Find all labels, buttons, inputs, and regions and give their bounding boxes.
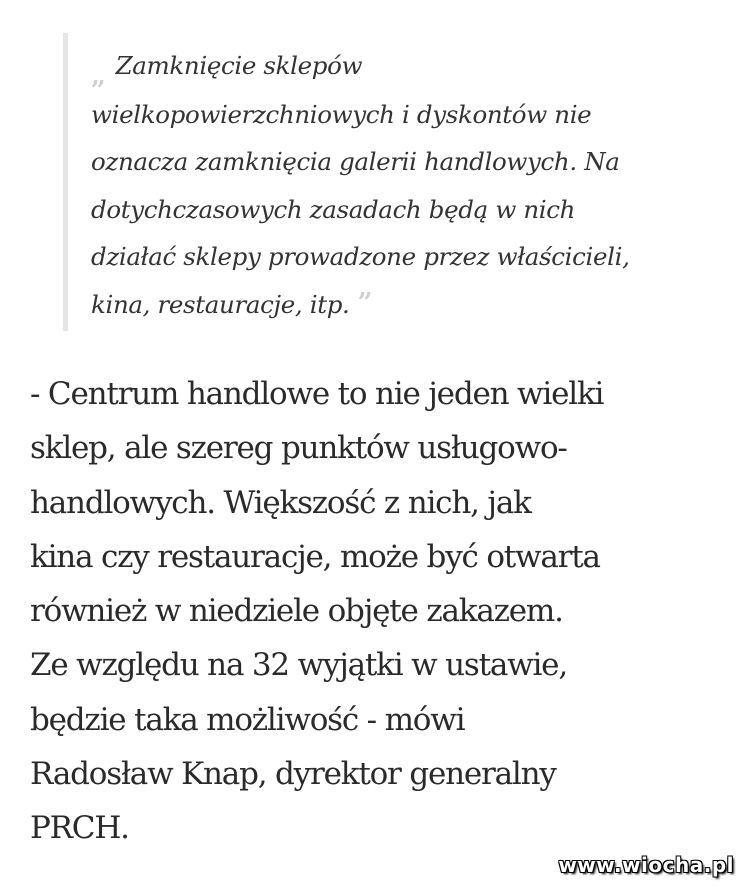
article-line: - Centrum handlowe to nie jeden wielki (30, 376, 604, 412)
article-line: będzie taka możliwość - mówi (30, 701, 465, 738)
article-paragraph (30, 367, 735, 856)
quote-line: „ Zamknięcie sklepów (91, 51, 363, 91)
pull-quote (63, 33, 728, 331)
close-quote-icon: ” (357, 287, 373, 318)
article-line: Radosław Knap, dyrektor generalny (30, 756, 556, 793)
article-line: Ze względu na 32 wyjątki w ustawie, (30, 647, 567, 684)
quote-line: wielkopowierzchniowych i dyskontów nie (91, 99, 592, 129)
article-line: PRCH. (30, 810, 129, 847)
article-line: kina czy restauracje, może być otwarta (30, 538, 600, 575)
quote-line: oznacza zamknięcia galerii handlowych. Na (91, 147, 620, 176)
quote-line: kina, restauracje, itp. ” (91, 287, 373, 319)
article-line: również w niedziele objęte zakazem. (30, 593, 563, 630)
article-line: handlowych. Większość z nich, jak (30, 484, 531, 521)
watermark: www.wiocha.pl (558, 853, 734, 877)
quote-line: działać sklepy prowadzone przez właścicieli, (91, 242, 630, 271)
quote-text (91, 42, 731, 329)
open-quote-icon: „ (91, 61, 106, 91)
article-line: sklep, ale szereg punktów usługowo- (30, 430, 567, 467)
quote-line: dotychczasowych zasadach będą w nich (91, 194, 576, 224)
